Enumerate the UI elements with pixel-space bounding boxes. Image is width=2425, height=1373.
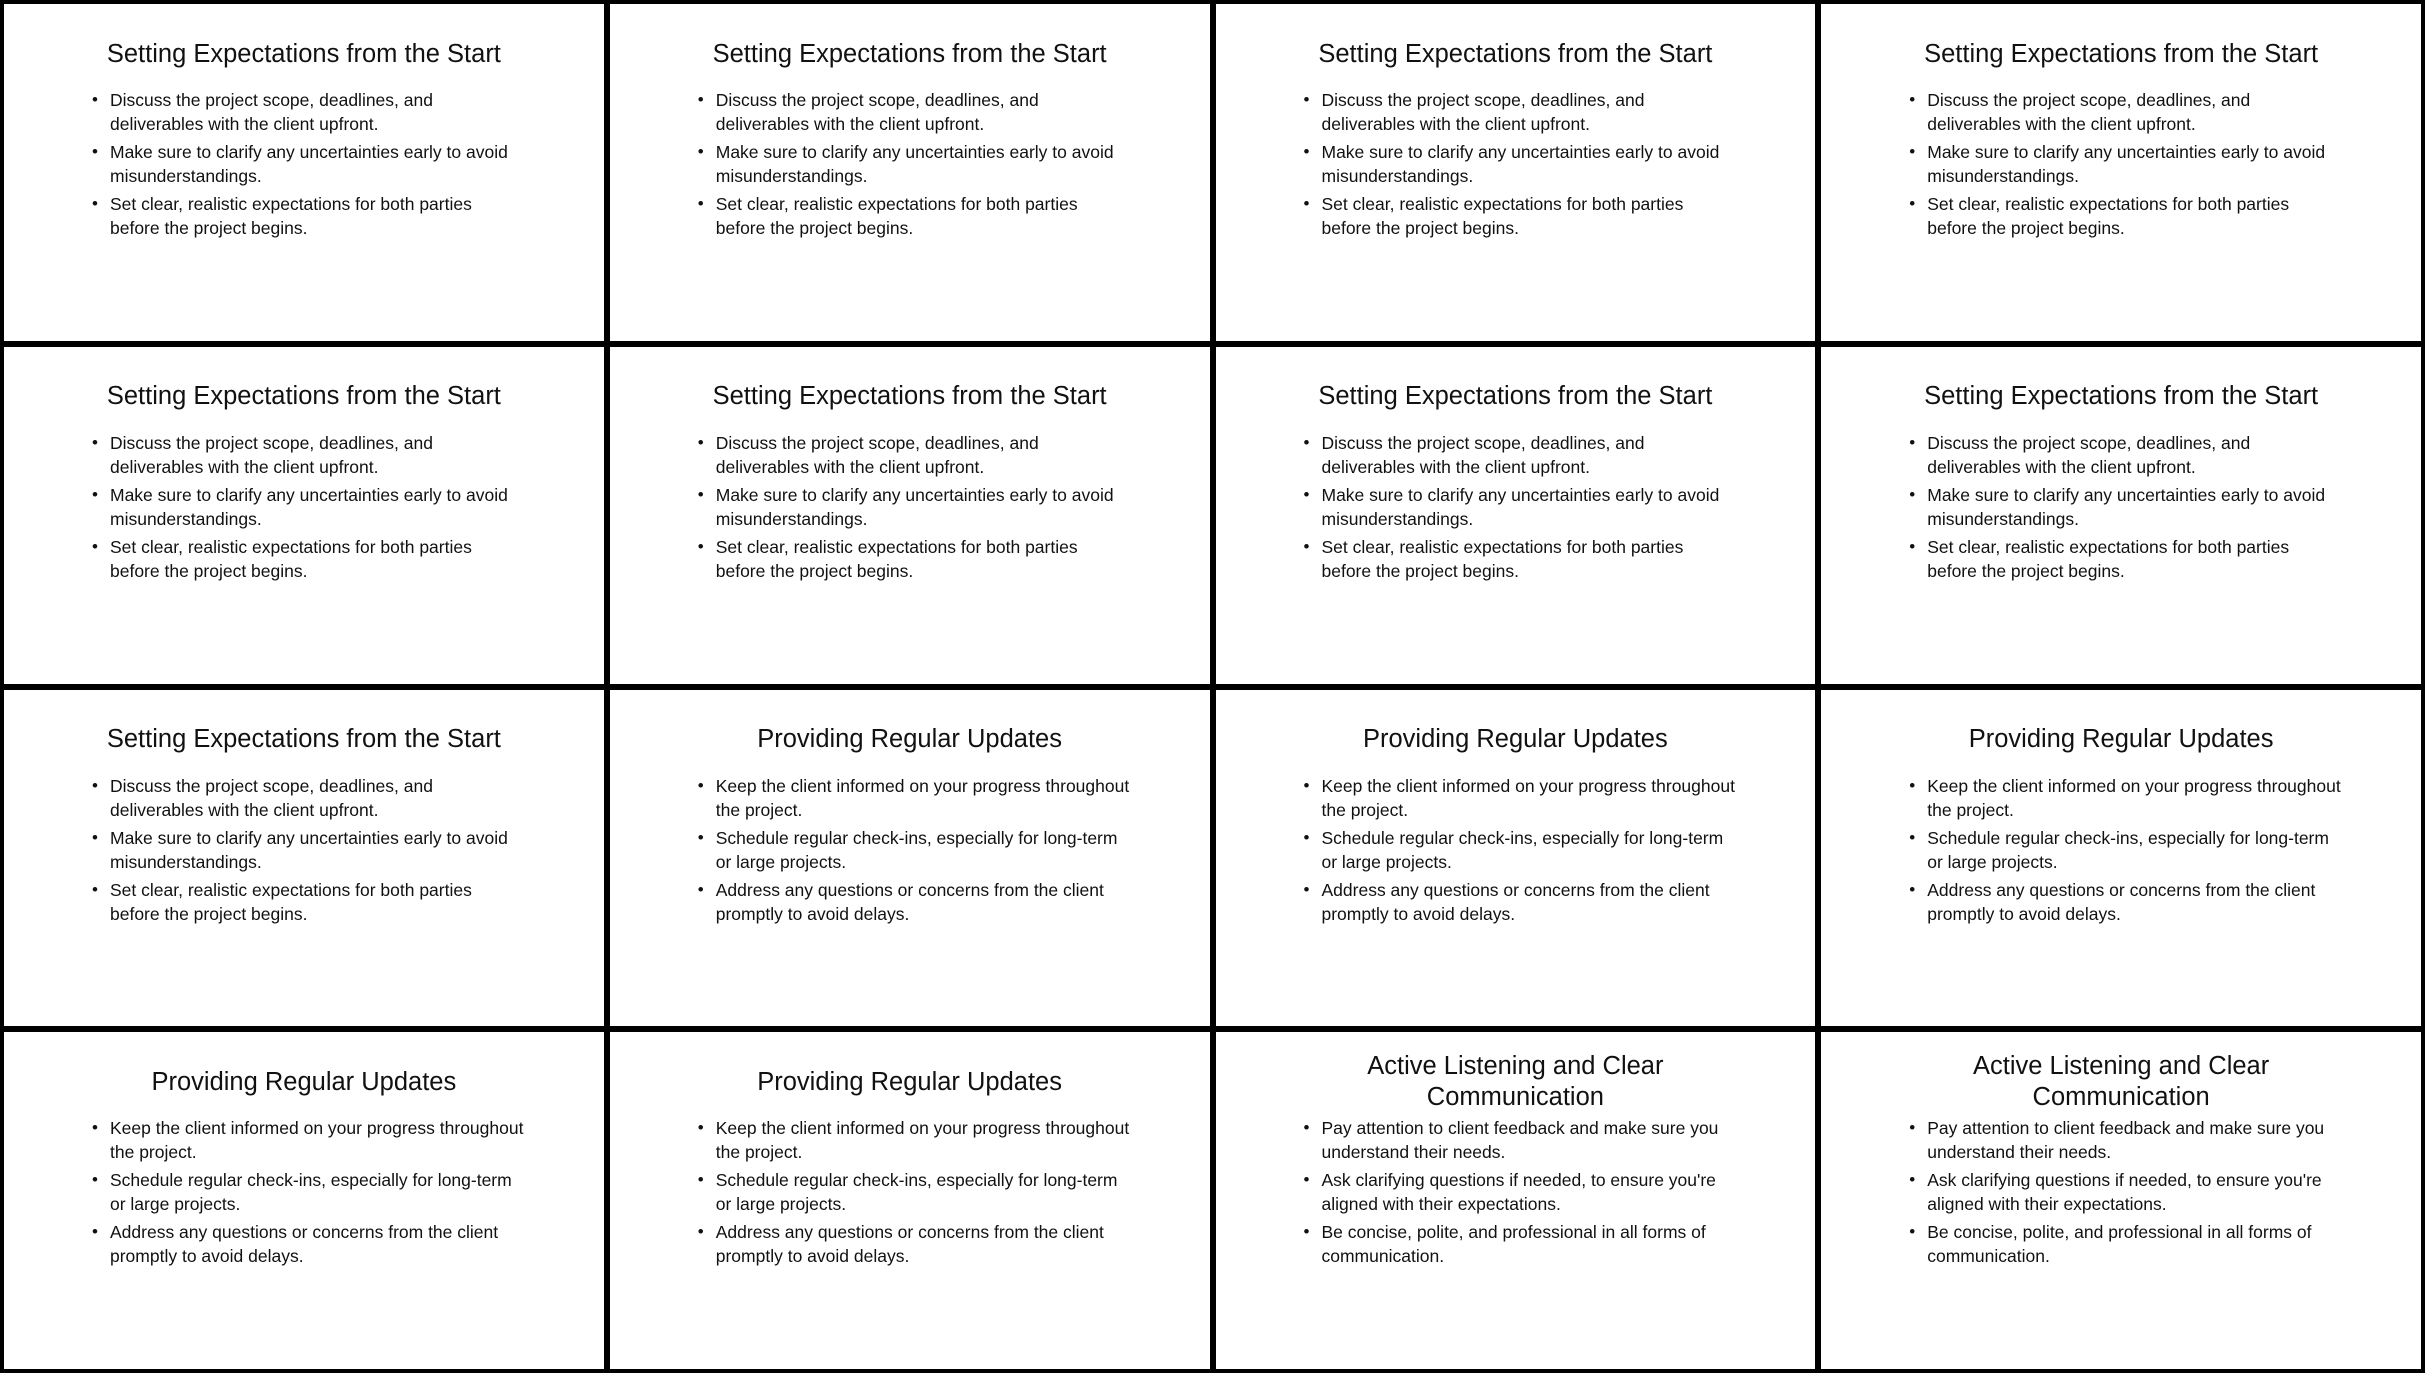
bullet-dot-icon: • bbox=[697, 90, 704, 109]
bullet-dot-icon: • bbox=[697, 536, 704, 556]
slide-bullet-item bbox=[1303, 140, 1736, 188]
slide-bullet-text: Be concise, polite, and professional in all forms of communication. bbox=[1927, 1222, 2312, 1267]
slide-bullet-list bbox=[1821, 774, 2421, 930]
slide-bullet-text: Make sure to clarify any uncertainties early to avoid misunderstandings. bbox=[1927, 142, 2326, 186]
slide-bullet-item bbox=[697, 88, 1130, 136]
slide-title: Setting Expectations from the Start bbox=[1318, 382, 1713, 411]
bullet-dot-icon: • bbox=[1909, 432, 1916, 452]
slide-title: Setting Expectations from the Start bbox=[1924, 382, 2319, 411]
slide-bullet-item bbox=[92, 483, 524, 531]
slide-bullet-item bbox=[1909, 826, 2341, 874]
slide-thumbnail[interactable] bbox=[610, 1032, 1210, 1369]
bullet-dot-icon: • bbox=[1303, 775, 1310, 795]
slide-bullet-text: Discuss the project scope, deadlines, and deliverables with the client upfront. bbox=[715, 432, 1039, 477]
slide-bullet-item bbox=[697, 535, 1130, 583]
bullet-dot-icon: • bbox=[1303, 1222, 1310, 1242]
slide-bullet-text: Set clear, realistic expectations for both parties before the project begins. bbox=[110, 536, 472, 581]
slide-bullet-text: Address any questions or concerns from the client promptly to avoid delays. bbox=[715, 1222, 1104, 1267]
slide-bullet-text: Make sure to clarify any uncertainties early to avoid misunderstandings. bbox=[715, 142, 1114, 186]
slide-bullet-text: Make sure to clarify any uncertainties early to avoid misunderstandings. bbox=[1321, 484, 1720, 529]
slide-bullet-text: Schedule regular check-ins, especially for long-term or large projects. bbox=[715, 1170, 1118, 1215]
bullet-dot-icon: • bbox=[92, 536, 98, 556]
slide-bullet-text: Pay attention to client feedback and make sure you understand their needs. bbox=[1927, 1118, 2325, 1163]
bullet-dot-icon: • bbox=[92, 775, 98, 795]
slide-bullet-item bbox=[1303, 774, 1736, 822]
bullet-dot-icon: • bbox=[1909, 1170, 1916, 1190]
slide-bullet-text: Address any questions or concerns from the client promptly to avoid delays. bbox=[715, 879, 1104, 924]
slide-bullet-text: Make sure to clarify any uncertainties early to avoid misunderstandings. bbox=[715, 484, 1114, 529]
slide-bullet-text: Make sure to clarify any uncertainties early to avoid misunderstandings. bbox=[110, 484, 508, 529]
slide-bullet-list bbox=[4, 431, 604, 587]
slide-bullet-item bbox=[697, 774, 1130, 822]
slide-bullet-item bbox=[1303, 192, 1736, 240]
slide-bullet-item bbox=[1303, 431, 1736, 479]
bullet-dot-icon: • bbox=[1303, 432, 1310, 452]
slide-bullet-item bbox=[1303, 1168, 1736, 1216]
bullet-dot-icon: • bbox=[697, 827, 704, 847]
slide-bullet-list bbox=[1821, 431, 2421, 587]
slide-bullet-list bbox=[1216, 88, 1816, 244]
slide-thumbnail[interactable] bbox=[4, 690, 604, 1027]
bullet-dot-icon: • bbox=[697, 1222, 704, 1242]
slide-bullet-list bbox=[1216, 1116, 1816, 1272]
slide-bullet-text: Address any questions or concerns from the client promptly to avoid delays. bbox=[110, 1222, 499, 1267]
slide-bullet-text: Discuss the project scope, deadlines, and deliverables with the client upfront. bbox=[1927, 90, 2251, 134]
slide-bullet-list bbox=[1821, 88, 2421, 244]
bullet-dot-icon: • bbox=[1303, 1170, 1310, 1190]
slide-bullet-list bbox=[1821, 1116, 2421, 1272]
bullet-dot-icon: • bbox=[1909, 1222, 1916, 1242]
slide-bullet-item bbox=[1909, 1220, 2341, 1268]
slide-bullet-item bbox=[1303, 88, 1736, 136]
slide-bullet-item bbox=[1909, 878, 2341, 926]
slide-bullet-text: Keep the client informed on your progress throughout the project. bbox=[715, 1118, 1130, 1163]
slide-bullet-text: Keep the client informed on your progress throughout the project. bbox=[110, 1118, 524, 1163]
bullet-dot-icon: • bbox=[1909, 775, 1916, 795]
bullet-dot-icon: • bbox=[1303, 194, 1310, 213]
slide-bullet-item bbox=[697, 1220, 1130, 1268]
slide-thumbnail[interactable] bbox=[4, 1032, 604, 1369]
slide-thumbnail[interactable] bbox=[1821, 690, 2421, 1027]
slide-bullet-list bbox=[610, 431, 1210, 587]
slide-bullet-list bbox=[1216, 431, 1816, 587]
slide-title: Setting Expectations from the Start bbox=[106, 725, 501, 753]
bullet-dot-icon: • bbox=[697, 432, 704, 452]
bullet-dot-icon: • bbox=[92, 1118, 98, 1138]
slide-bullet-text: Set clear, realistic expectations for both parties before the project begins. bbox=[110, 194, 472, 238]
bullet-dot-icon: • bbox=[697, 775, 704, 795]
slide-bullet-item bbox=[1303, 1116, 1736, 1164]
slide-bullet-item bbox=[1909, 431, 2341, 479]
slide-title: Setting Expectations from the Start bbox=[1924, 39, 2319, 68]
slide-bullet-text: Discuss the project scope, deadlines, and deliverables with the client upfront. bbox=[1927, 432, 2251, 477]
bullet-dot-icon: • bbox=[1909, 484, 1916, 504]
slide-thumbnail[interactable] bbox=[1821, 347, 2421, 684]
slide-title: Setting Expectations from the Start bbox=[106, 382, 501, 411]
slide-thumbnail[interactable] bbox=[1821, 1032, 2421, 1369]
slide-bullet-item bbox=[92, 1168, 524, 1216]
slide-bullet-text: Make sure to clarify any uncertainties early to avoid misunderstandings. bbox=[110, 827, 508, 872]
slide-title: Active Listening and Clear Communication bbox=[1972, 1052, 2270, 1112]
bullet-dot-icon: • bbox=[1909, 827, 1916, 847]
slide-title: Providing Regular Updates bbox=[151, 1067, 457, 1096]
slide-bullet-item bbox=[1909, 140, 2341, 188]
slide-title: Providing Regular Updates bbox=[757, 725, 1062, 753]
bullet-dot-icon: • bbox=[92, 827, 98, 847]
slide-bullet-list bbox=[1216, 774, 1816, 930]
slide-thumbnail[interactable] bbox=[1821, 4, 2421, 341]
bullet-dot-icon: • bbox=[1909, 90, 1916, 109]
slide-bullet-item bbox=[92, 878, 524, 926]
slide-title: Setting Expectations from the Start bbox=[106, 39, 501, 68]
slide-title: Providing Regular Updates bbox=[1362, 725, 1668, 753]
slide-bullet-item bbox=[92, 192, 524, 240]
slide-bullet-item bbox=[92, 1220, 524, 1268]
slide-bullet-text: Discuss the project scope, deadlines, and deliverables with the client upfront. bbox=[110, 90, 433, 134]
slide-bullet-item bbox=[1909, 1168, 2341, 1216]
slide-bullet-item bbox=[697, 140, 1130, 188]
slide-bullet-list bbox=[610, 88, 1210, 244]
slide-title: Active Listening and Clear Communication bbox=[1367, 1052, 1664, 1112]
slide-bullet-item bbox=[697, 826, 1130, 874]
bullet-dot-icon: • bbox=[697, 1118, 704, 1138]
slide-bullet-item bbox=[697, 192, 1130, 240]
slide-bullet-text: Discuss the project scope, deadlines, and deliverables with the client upfront. bbox=[110, 432, 433, 477]
bullet-dot-icon: • bbox=[697, 879, 704, 899]
slide-bullet-list bbox=[4, 774, 604, 930]
slide-bullet-list bbox=[610, 774, 1210, 930]
bullet-dot-icon: • bbox=[92, 879, 98, 899]
slide-bullet-text: Discuss the project scope, deadlines, and deliverables with the client upfront. bbox=[1321, 432, 1645, 477]
slide-bullet-item bbox=[1303, 483, 1736, 531]
slide-bullet-text: Ask clarifying questions if needed, to ensure you're aligned with their expectations. bbox=[1321, 1170, 1716, 1215]
slide-bullet-item bbox=[1909, 88, 2341, 136]
slide-bullet-item bbox=[1303, 1220, 1736, 1268]
bullet-dot-icon: • bbox=[1909, 879, 1916, 899]
bullet-dot-icon: • bbox=[92, 432, 98, 452]
slide-bullet-text: Schedule regular check-ins, especially for long-term or large projects. bbox=[1927, 827, 2329, 872]
slide-bullet-item bbox=[1909, 192, 2341, 240]
bullet-dot-icon: • bbox=[1303, 879, 1310, 899]
slide-bullet-text: Set clear, realistic expectations for both parties before the project begins. bbox=[1321, 194, 1684, 238]
slide-thumbnail[interactable] bbox=[4, 347, 604, 684]
slide-thumbnail[interactable] bbox=[1216, 690, 1816, 1027]
slide-thumbnail[interactable] bbox=[610, 347, 1210, 684]
bullet-dot-icon: • bbox=[1303, 827, 1310, 847]
slide-bullet-text: Address any questions or concerns from the client promptly to avoid delays. bbox=[1927, 879, 2316, 924]
slide-bullet-text: Set clear, realistic expectations for both parties before the project begins. bbox=[715, 536, 1078, 581]
slide-bullet-item bbox=[92, 826, 524, 874]
slide-title: Providing Regular Updates bbox=[757, 1067, 1062, 1096]
slide-bullet-text: Pay attention to client feedback and make sure you understand their needs. bbox=[1321, 1118, 1719, 1163]
slide-bullet-text: Set clear, realistic expectations for both parties before the project begins. bbox=[1927, 194, 2290, 238]
slide-thumbnail[interactable] bbox=[1216, 347, 1816, 684]
slide-bullet-list bbox=[610, 1116, 1210, 1272]
slide-bullet-text: Set clear, realistic expectations for both parties before the project begins. bbox=[1927, 536, 2290, 581]
slide-thumbnail[interactable] bbox=[610, 4, 1210, 341]
slide-thumbnail[interactable] bbox=[1216, 1032, 1816, 1369]
slide-thumbnail[interactable] bbox=[1216, 4, 1816, 341]
slide-bullet-text: Be concise, polite, and professional in all forms of communication. bbox=[1321, 1222, 1706, 1267]
bullet-dot-icon: • bbox=[1909, 194, 1916, 213]
slide-bullet-text: Keep the client informed on your progress throughout the project. bbox=[715, 775, 1130, 820]
slide-bullet-item bbox=[697, 1116, 1130, 1164]
bullet-dot-icon: • bbox=[697, 142, 704, 161]
slide-bullet-text: Schedule regular check-ins, especially for long-term or large projects. bbox=[110, 1170, 512, 1215]
slide-bullet-item bbox=[92, 431, 524, 479]
slide-bullet-item bbox=[697, 483, 1130, 531]
bullet-dot-icon: • bbox=[1303, 142, 1310, 161]
slide-bullet-text: Address any questions or concerns from the client promptly to avoid delays. bbox=[1321, 879, 1710, 924]
slide-bullet-text: Discuss the project scope, deadlines, and deliverables with the client upfront. bbox=[110, 775, 433, 820]
bullet-dot-icon: • bbox=[697, 194, 704, 213]
slide-bullet-list bbox=[4, 1116, 604, 1272]
slide-bullet-item bbox=[92, 1116, 524, 1164]
bullet-dot-icon: • bbox=[1909, 1118, 1916, 1138]
bullet-dot-icon: • bbox=[1909, 142, 1916, 161]
slide-bullet-item bbox=[1303, 535, 1736, 583]
slide-bullet-item bbox=[92, 88, 524, 136]
bullet-dot-icon: • bbox=[92, 142, 98, 161]
slide-bullet-item bbox=[697, 1168, 1130, 1216]
bullet-dot-icon: • bbox=[92, 1222, 98, 1242]
slide-bullet-item bbox=[92, 535, 524, 583]
bullet-dot-icon: • bbox=[1303, 90, 1310, 109]
slide-bullet-text: Schedule regular check-ins, especially for long-term or large projects. bbox=[1321, 827, 1724, 872]
slide-title: Providing Regular Updates bbox=[1968, 725, 2274, 753]
bullet-dot-icon: • bbox=[1909, 536, 1916, 556]
slide-bullet-text: Keep the client informed on your progress throughout the project. bbox=[1321, 775, 1735, 820]
bullet-dot-icon: • bbox=[92, 90, 98, 109]
slide-bullet-item bbox=[1909, 483, 2341, 531]
slide-bullet-item bbox=[697, 431, 1130, 479]
slide-bullet-text: Schedule regular check-ins, especially for long-term or large projects. bbox=[715, 827, 1118, 872]
slide-thumbnail[interactable] bbox=[610, 690, 1210, 1027]
slide-bullet-text: Discuss the project scope, deadlines, and deliverables with the client upfront. bbox=[1321, 90, 1645, 134]
bullet-dot-icon: • bbox=[1303, 1118, 1310, 1138]
slide-bullet-text: Make sure to clarify any uncertainties early to avoid misunderstandings. bbox=[1321, 142, 1720, 186]
slide-thumbnail[interactable] bbox=[4, 4, 604, 341]
slide-bullet-text: Make sure to clarify any uncertainties early to avoid misunderstandings. bbox=[110, 142, 508, 186]
slide-bullet-item bbox=[1909, 535, 2341, 583]
slide-title: Setting Expectations from the Start bbox=[712, 382, 1107, 411]
bullet-dot-icon: • bbox=[697, 1170, 704, 1190]
slide-bullet-item bbox=[92, 140, 524, 188]
bullet-dot-icon: • bbox=[92, 194, 98, 213]
slide-bullet-list bbox=[4, 88, 604, 244]
slide-bullet-item bbox=[1909, 774, 2341, 822]
bullet-dot-icon: • bbox=[1303, 484, 1310, 504]
slide-bullet-item bbox=[1303, 878, 1736, 926]
slide-bullet-text: Set clear, realistic expectations for both parties before the project begins. bbox=[110, 879, 472, 924]
slide-bullet-text: Ask clarifying questions if needed, to ensure you're aligned with their expectations. bbox=[1927, 1170, 2322, 1215]
bullet-dot-icon: • bbox=[697, 484, 704, 504]
slide-bullet-text: Make sure to clarify any uncertainties early to avoid misunderstandings. bbox=[1927, 484, 2326, 529]
slide-bullet-item bbox=[92, 774, 524, 822]
slide-title: Setting Expectations from the Start bbox=[712, 39, 1107, 68]
slide-bullet-text: Discuss the project scope, deadlines, and deliverables with the client upfront. bbox=[715, 90, 1039, 134]
bullet-dot-icon: • bbox=[1303, 536, 1310, 556]
slide-bullet-item bbox=[697, 878, 1130, 926]
slide-bullet-item bbox=[1909, 1116, 2341, 1164]
slide-title: Setting Expectations from the Start bbox=[1318, 39, 1713, 68]
slide-bullet-text: Set clear, realistic expectations for both parties before the project begins. bbox=[1321, 536, 1684, 581]
slide-bullet-item bbox=[1303, 826, 1736, 874]
slide-bullet-text: Keep the client informed on your progress throughout the project. bbox=[1927, 775, 2341, 820]
slide-bullet-text: Set clear, realistic expectations for both parties before the project begins. bbox=[715, 194, 1078, 238]
bullet-dot-icon: • bbox=[92, 484, 98, 504]
bullet-dot-icon: • bbox=[92, 1170, 98, 1190]
